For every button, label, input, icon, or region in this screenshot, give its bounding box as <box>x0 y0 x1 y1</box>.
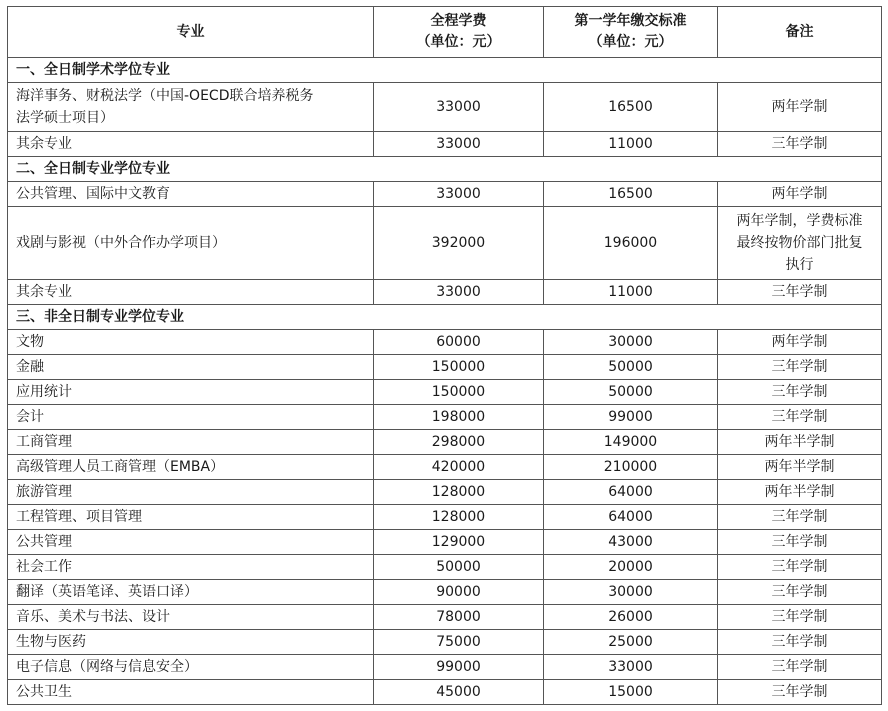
remark-cell: 三年学制 <box>718 132 882 157</box>
first-year-fee-cell: 99000 <box>544 405 718 430</box>
major-cell: 旅游管理 <box>8 480 374 505</box>
total-fee-cell: 50000 <box>374 555 544 580</box>
major-cell: 音乐、美术与书法、设计 <box>8 605 374 630</box>
table-row <box>8 280 882 305</box>
major-cell: 文物 <box>8 330 374 355</box>
remark-cell: 两年半学制 <box>718 480 882 505</box>
total-fee-cell: 33000 <box>374 280 544 305</box>
remark-cell: 三年学制 <box>718 505 882 530</box>
total-fee-cell: 128000 <box>374 480 544 505</box>
remark-cell: 三年学制 <box>718 530 882 555</box>
table-row <box>8 455 882 480</box>
remark-cell: 三年学制 <box>718 680 882 705</box>
first-year-fee-cell: 50000 <box>544 355 718 380</box>
table-header-row <box>8 7 882 58</box>
section-header-row <box>8 157 882 182</box>
table-row <box>8 207 882 280</box>
first-year-fee-cell: 20000 <box>544 555 718 580</box>
major-cell: 其余专业 <box>8 280 374 305</box>
remark-cell: 三年学制 <box>718 655 882 680</box>
major-cell: 金融 <box>8 355 374 380</box>
total-fee-cell: 75000 <box>374 630 544 655</box>
remark-cell: 三年学制 <box>718 555 882 580</box>
first-year-fee-cell: 26000 <box>544 605 718 630</box>
total-fee-cell: 392000 <box>374 207 544 280</box>
table-row <box>8 655 882 680</box>
header-first-year-fee: 第一学年缴交标准 （单位：元） <box>544 7 718 58</box>
total-fee-cell: 60000 <box>374 330 544 355</box>
first-year-fee-cell: 15000 <box>544 680 718 705</box>
total-fee-cell: 78000 <box>374 605 544 630</box>
major-cell: 电子信息（网络与信息安全） <box>8 655 374 680</box>
header-remark: 备注 <box>718 7 882 58</box>
first-year-fee-cell: 11000 <box>544 132 718 157</box>
major-cell: 公共管理 <box>8 530 374 555</box>
total-fee-cell: 45000 <box>374 680 544 705</box>
table-row <box>8 182 882 207</box>
first-year-fee-cell: 149000 <box>544 430 718 455</box>
table-row <box>8 405 882 430</box>
header-major: 专业 <box>8 7 374 58</box>
major-cell: 公共管理、国际中文教育 <box>8 182 374 207</box>
remark-cell: 三年学制 <box>718 580 882 605</box>
table-row <box>8 555 882 580</box>
remark-cell: 三年学制 <box>718 355 882 380</box>
remark-cell: 三年学制 <box>718 380 882 405</box>
first-year-fee-cell: 33000 <box>544 655 718 680</box>
first-year-fee-cell: 64000 <box>544 505 718 530</box>
table-row <box>8 605 882 630</box>
section-title: 三、非全日制专业学位专业 <box>8 305 882 330</box>
major-cell: 其余专业 <box>8 132 374 157</box>
major-cell: 戏剧与影视（中外合作办学项目） <box>8 207 374 280</box>
table-row <box>8 380 882 405</box>
major-cell: 工程管理、项目管理 <box>8 505 374 530</box>
tuition-table <box>7 6 882 705</box>
total-fee-cell: 420000 <box>374 455 544 480</box>
table-row <box>8 430 882 455</box>
first-year-fee-cell: 16500 <box>544 83 718 132</box>
total-fee-cell: 99000 <box>374 655 544 680</box>
remark-cell: 两年学制 <box>718 182 882 207</box>
remark-cell: 两年半学制 <box>718 430 882 455</box>
table-row <box>8 330 882 355</box>
remark-cell: 三年学制 <box>718 405 882 430</box>
table-row <box>8 530 882 555</box>
total-fee-cell: 129000 <box>374 530 544 555</box>
remark-cell: 三年学制 <box>718 605 882 630</box>
total-fee-cell: 150000 <box>374 380 544 405</box>
first-year-fee-cell: 43000 <box>544 530 718 555</box>
table-row <box>8 132 882 157</box>
major-cell: 高级管理人员工商管理（EMBA） <box>8 455 374 480</box>
total-fee-cell: 33000 <box>374 182 544 207</box>
major-cell: 海洋事务、财税法学（中国-OECD联合培养税务 法学硕士项目） <box>8 83 374 132</box>
remark-cell: 两年学制，学费标准 最终按物价部门批复 执行 <box>718 207 882 280</box>
first-year-fee-cell: 196000 <box>544 207 718 280</box>
header-total-fee: 全程学费 （单位：元） <box>374 7 544 58</box>
first-year-fee-cell: 30000 <box>544 330 718 355</box>
first-year-fee-cell: 30000 <box>544 580 718 605</box>
first-year-fee-cell: 16500 <box>544 182 718 207</box>
remark-cell: 两年学制 <box>718 83 882 132</box>
major-cell: 应用统计 <box>8 380 374 405</box>
table-row <box>8 580 882 605</box>
first-year-fee-cell: 11000 <box>544 280 718 305</box>
first-year-fee-cell: 25000 <box>544 630 718 655</box>
first-year-fee-cell: 50000 <box>544 380 718 405</box>
major-cell: 公共卫生 <box>8 680 374 705</box>
first-year-fee-cell: 210000 <box>544 455 718 480</box>
table-body <box>8 58 882 705</box>
table-row <box>8 680 882 705</box>
section-title: 二、全日制专业学位专业 <box>8 157 882 182</box>
section-header-row <box>8 58 882 83</box>
total-fee-cell: 150000 <box>374 355 544 380</box>
major-cell: 会计 <box>8 405 374 430</box>
major-cell: 生物与医药 <box>8 630 374 655</box>
table-row <box>8 505 882 530</box>
remark-cell: 三年学制 <box>718 280 882 305</box>
section-title: 一、全日制学术学位专业 <box>8 58 882 83</box>
total-fee-cell: 90000 <box>374 580 544 605</box>
remark-cell: 三年学制 <box>718 630 882 655</box>
first-year-fee-cell: 64000 <box>544 480 718 505</box>
total-fee-cell: 128000 <box>374 505 544 530</box>
table-row <box>8 355 882 380</box>
major-cell: 社会工作 <box>8 555 374 580</box>
remark-cell: 两年半学制 <box>718 455 882 480</box>
total-fee-cell: 33000 <box>374 132 544 157</box>
table-row <box>8 480 882 505</box>
remark-cell: 两年学制 <box>718 330 882 355</box>
total-fee-cell: 298000 <box>374 430 544 455</box>
major-cell: 翻译（英语笔译、英语口译） <box>8 580 374 605</box>
table-row <box>8 83 882 132</box>
section-header-row <box>8 305 882 330</box>
total-fee-cell: 198000 <box>374 405 544 430</box>
total-fee-cell: 33000 <box>374 83 544 132</box>
table-row <box>8 630 882 655</box>
major-cell: 工商管理 <box>8 430 374 455</box>
